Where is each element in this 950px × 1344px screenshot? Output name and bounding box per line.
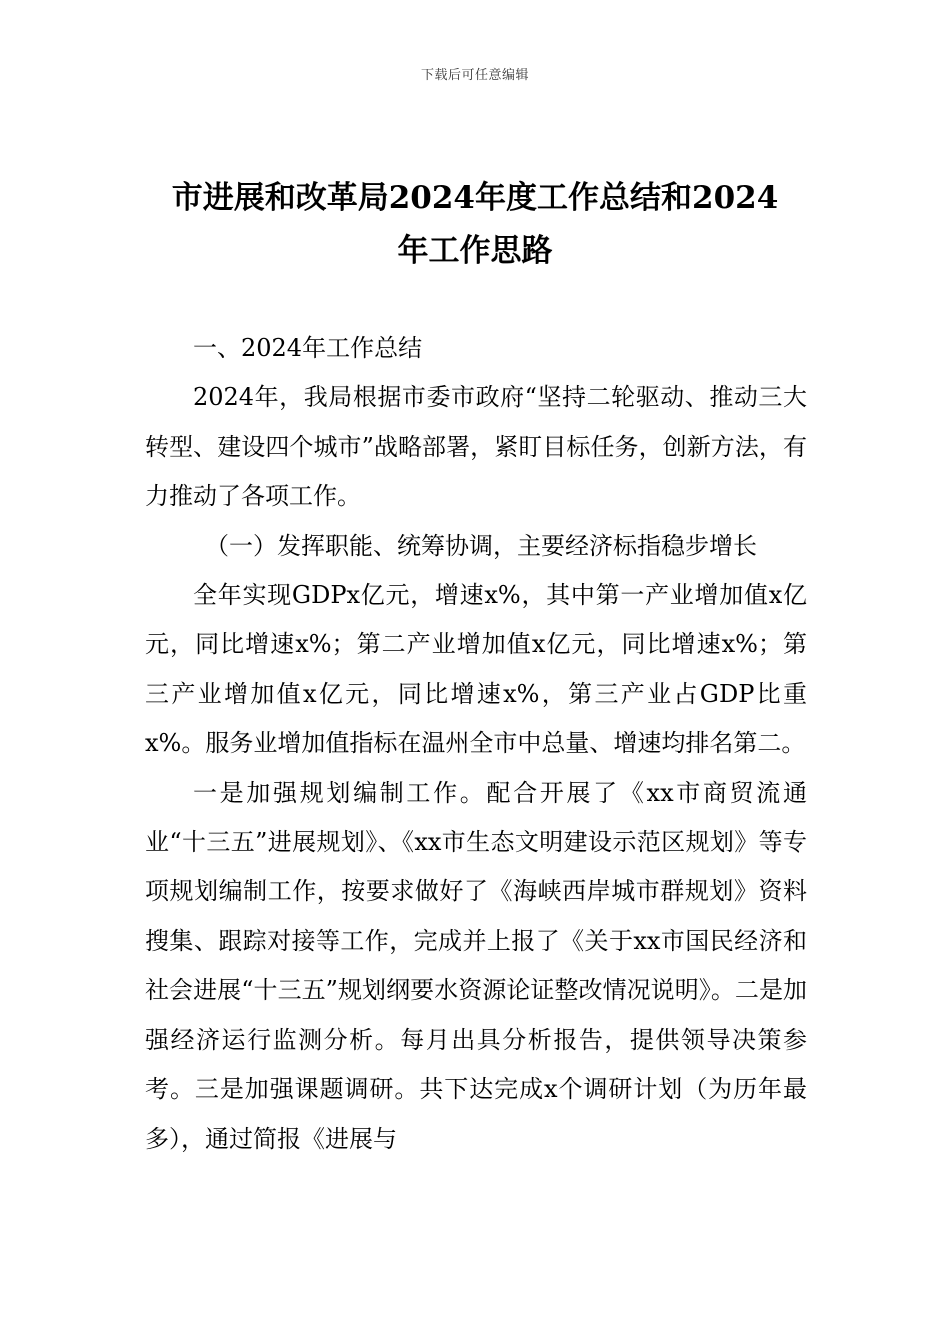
gdp-paragraph: 全年实现GDPx亿元，增速x%，其中第一产业增加值x亿元，同比增速x%；第二产业增加值x亿元，同比增速x%；第三产业增加值x亿元，同比增速x%，第三产业占GDP比重x%。服务业增加值指标在温州全市中总量、增速均排名第二。 (145, 581, 807, 758)
section-heading: 一、2024年工作总结 (193, 334, 423, 362)
document-title (145, 172, 805, 278)
document-body (145, 324, 807, 1164)
planning-paragraph: 一是加强规划编制工作。配合开展了《xx市商贸流通业“十三五”进展规划》、《xx市生态文明建设示范区规划》等专项规划编制工作，按要求做好了《海峡西岸城市群规划》资料搜集、跟踪对接等工作，完成并上报了《关于xx市国民经济和社会进展“十三五”规划纲要水资源论证整改情况说明》。二是加强经济运行监测分析。每月出具分析报告，提供领导决策参考。三是加强课题调研。共下达完成x个调研计划（为历年最多），通过简报《进展与 (145, 778, 807, 1153)
subsection-heading: （一）发挥职能、统筹协调，主要经济标指稳步增长 (205, 531, 757, 560)
document-title-line-2: 年工作思路 (397, 233, 553, 269)
page-header-note: 下载后可任意编辑 (420, 68, 529, 83)
document-title-line-1: 市进展和改革局2024年度工作总结和2024 (171, 180, 779, 216)
intro-paragraph: 2024年，我局根据市委市政府“坚持二轮驱动、推动三大转型、建设四个城市”战略部署，紧盯目标任务，创新方法，有力推动了各项工作。 (145, 383, 807, 511)
